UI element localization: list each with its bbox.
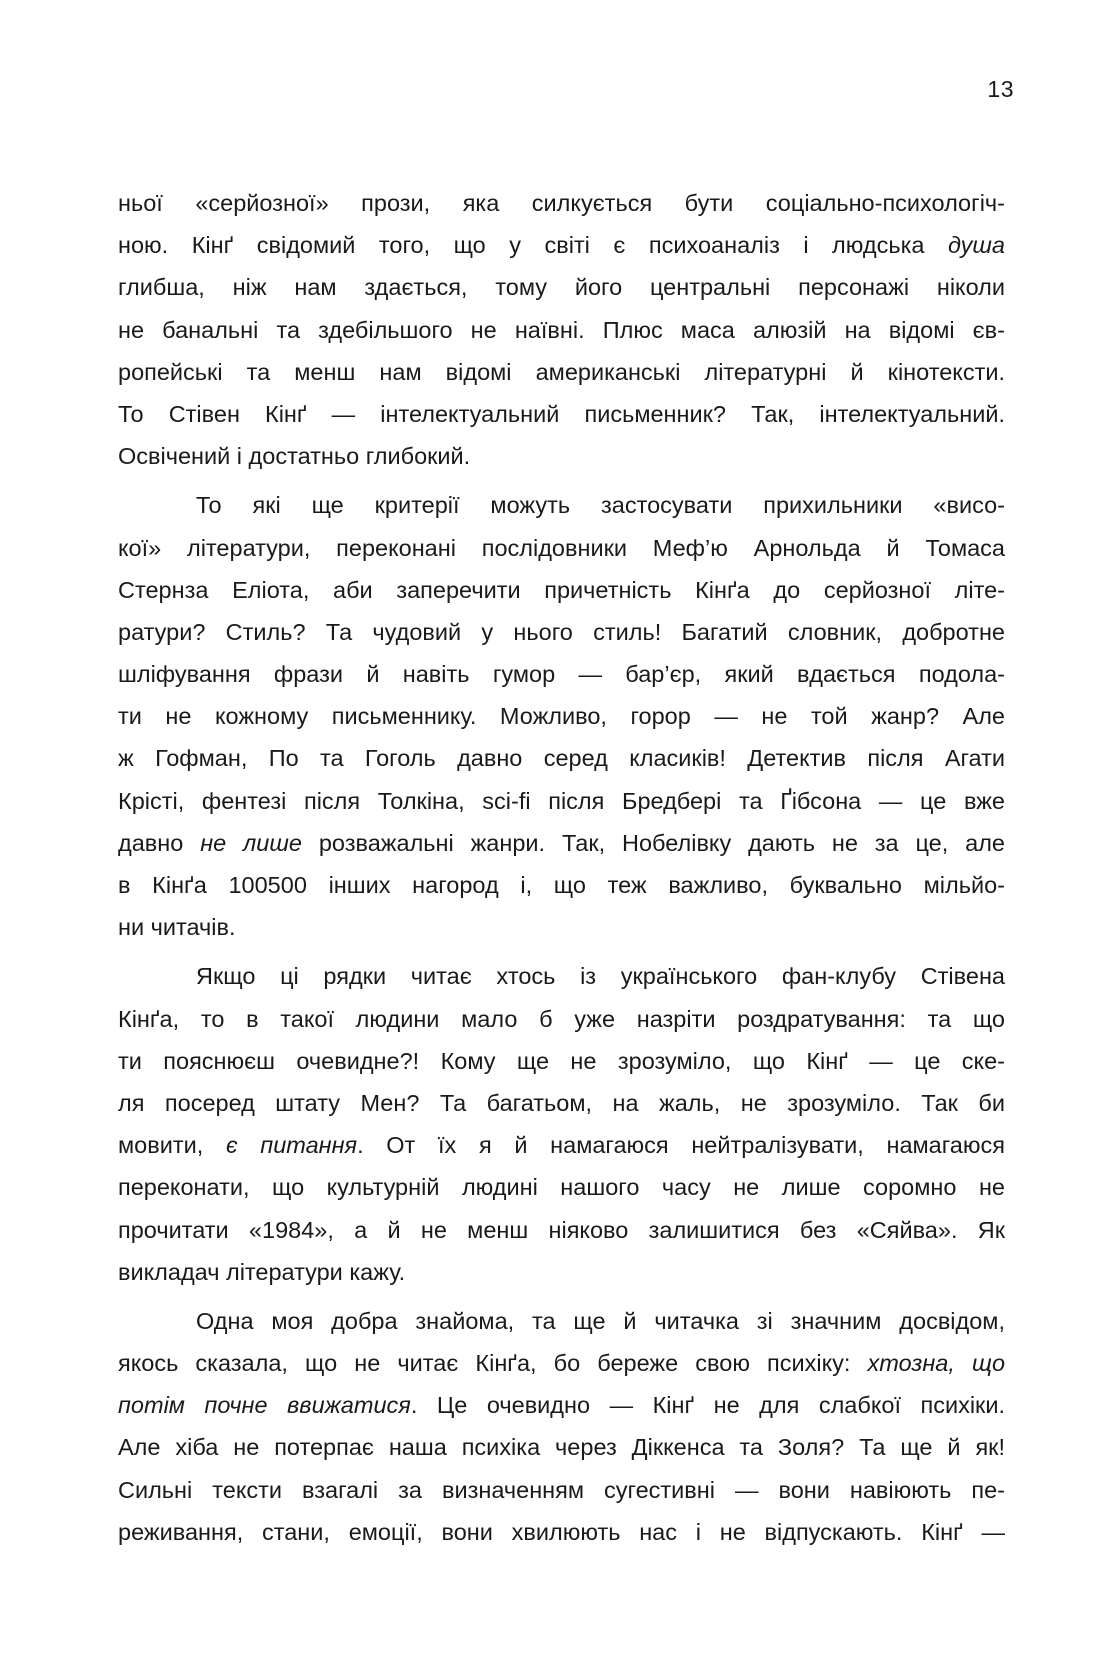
- text-line: [118, 1166, 1005, 1208]
- text-line: [118, 569, 1005, 611]
- text-run: Кінґа, то в такої людини мало б уже назріти роздратування: та що: [118, 1005, 1005, 1032]
- text-line: [118, 1209, 1005, 1251]
- text-line: [118, 182, 1005, 224]
- text-run: ти пояснюєш очевидне?! Кому ще не зрозуміло, що Кінґ — це ске-: [118, 1047, 1005, 1074]
- text-run: мовити,: [118, 1132, 226, 1159]
- text-line: [118, 906, 1005, 948]
- paragraph-gap: [118, 948, 1005, 955]
- text-run: ти не кожному письменнику. Можливо, горор — не той жанр? Але: [118, 703, 1005, 730]
- text-run: глибша, ніж нам здається, тому його центральні персонажі ніколи: [118, 274, 1005, 301]
- paragraph: [118, 1300, 1005, 1553]
- paragraph-gap: [118, 1293, 1005, 1300]
- text-line: [118, 780, 1005, 822]
- text-line: [118, 695, 1005, 737]
- text-line: [118, 1426, 1005, 1468]
- text-run: прочитати «1984», а й не менш ніяково залишитися без «Сяйва». Як: [118, 1216, 1005, 1243]
- text-run: ратури? Стиль? Та чудовий у нього стиль! Багатий словник, добротне: [118, 618, 1005, 645]
- paragraph: [118, 484, 1005, 948]
- text-run: Одна моя добра знайома, та ще й читачка зі значним досвідом,: [196, 1307, 1005, 1334]
- text-line: [118, 611, 1005, 653]
- text-line: [118, 822, 1005, 864]
- text-run: Але хіба не потерпає наша психіка через Діккенса та Золя? Та ще й як!: [118, 1434, 1005, 1461]
- text-run: викладач літератури кажу.: [118, 1258, 406, 1285]
- text-line: [118, 1251, 1005, 1293]
- text-line: [118, 1300, 1005, 1342]
- text-line: [118, 484, 1005, 526]
- text-run: шліфування фрази й навіть гумор — бар’єр, який вдається подола-: [118, 661, 1005, 688]
- text-line: [118, 224, 1005, 266]
- text-line: [118, 1384, 1005, 1426]
- text-run: Освічений і достатньо глибокий.: [118, 443, 471, 470]
- text-run: ни читачів.: [118, 914, 236, 941]
- text-line: [118, 1511, 1005, 1553]
- text-run: ля посеред штату Мен? Та багатьом, на жаль, не зрозуміло. Так би: [118, 1089, 1005, 1116]
- text-run: То Стівен Кінґ — інтелектуальний письменник? Так, інтелектуальний.: [118, 400, 1005, 427]
- text-run: ж Гофман, По та Гоголь давно серед класиків! Детектив після Агати: [118, 745, 1005, 772]
- text-line: [118, 527, 1005, 569]
- italic-text: є питання: [225, 1132, 358, 1159]
- text-line: [118, 393, 1005, 435]
- italic-text: хтозна, що: [867, 1350, 1005, 1377]
- text-run: ньої «серйозної» прози, яка силкується бути соціально-психологіч-: [118, 190, 1005, 216]
- text-line: [118, 653, 1005, 695]
- paragraph: [118, 182, 1005, 477]
- italic-text: душа: [947, 232, 1005, 259]
- text-line: [118, 266, 1005, 308]
- text-line: [118, 435, 1005, 477]
- text-line: [118, 1040, 1005, 1082]
- text-run: давно: [118, 829, 201, 856]
- text-run: в Кінґа 100500 інших нагород і, що теж важливо, буквально мільйо-: [118, 872, 1005, 898]
- text-line: [118, 1124, 1005, 1166]
- text-line: [118, 1082, 1005, 1124]
- text-run: якось сказала, що не читає Кінґа, бо береже свою психіку:: [118, 1350, 868, 1377]
- text-line: [118, 351, 1005, 393]
- text-line: [118, 1469, 1005, 1511]
- text-run: То які ще критерії можуть застосувати прихильники «висо-: [196, 492, 1005, 519]
- text-run: кої» літератури, переконані послідовники Меф’ю Арнольда й Томаса: [118, 534, 1005, 561]
- text-run: . От їх я й намагаюся нейтралізувати, намагаюся: [357, 1132, 1005, 1159]
- text-run: Стернза Еліота, аби заперечити причетність Кінґа до серйозної літе-: [118, 576, 1005, 603]
- text-run: Крісті, фентезі після Толкіна, sci-fi після Бредбері та Ґібсона — це вже: [118, 787, 1005, 814]
- text-run: Якщо ці рядки читає хтось із українського фан-клубу Стівена: [196, 963, 1005, 990]
- text-run: реживання, стани, емоції, вони хвилюють нас і не відпускають. Кінґ —: [118, 1518, 1005, 1545]
- text-line: [118, 955, 1005, 997]
- body-text: [118, 182, 1005, 1553]
- text-run: Сильні тексти взагалі за визначенням сугестивні — вони навіюють пе-: [118, 1476, 1005, 1503]
- text-line: [118, 998, 1005, 1040]
- text-run: розважальні жанри. Так, Нобелівку дають не за це, але: [301, 829, 1005, 856]
- text-line: [118, 737, 1005, 779]
- italic-text: потім почне ввижатися: [118, 1392, 411, 1419]
- text-line: [118, 1342, 1005, 1384]
- paragraph-gap: [118, 477, 1005, 484]
- italic-text: не лише: [200, 829, 302, 856]
- text-line: [118, 864, 1005, 906]
- text-line: [118, 309, 1005, 351]
- page-number: 13: [987, 76, 1014, 102]
- paragraph: [118, 955, 1005, 1293]
- text-run: переконати, що культурній людині нашого часу не лише соромно не: [118, 1174, 1005, 1201]
- text-run: ною. Кінґ свідомий того, що у світі є психоаналіз і людська: [118, 232, 948, 259]
- text-run: ропейські та менш нам відомі американські літературні й кінотексти.: [118, 358, 1005, 385]
- text-run: . Це очевидно — Кінґ не для слабкої психіки.: [410, 1392, 1005, 1419]
- text-run: не банальні та здебільшого не наївні. Плюс маса алюзій на відомі єв-: [118, 316, 1005, 343]
